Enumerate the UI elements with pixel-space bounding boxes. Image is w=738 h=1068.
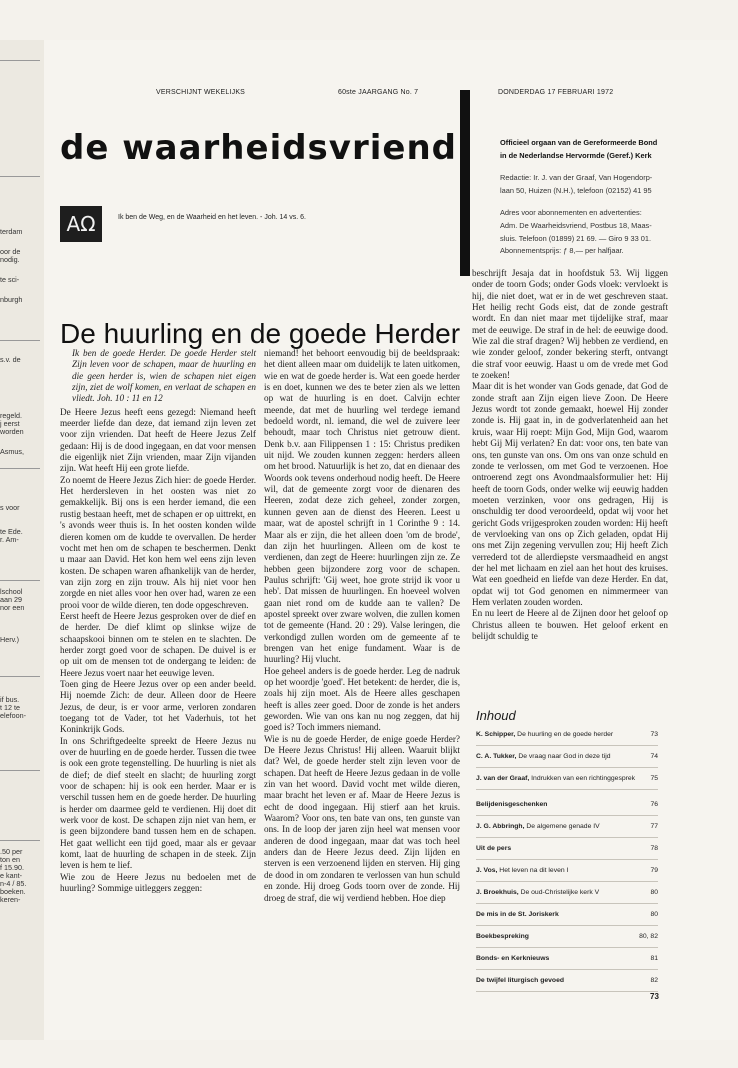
edge-text-fragment: lschool (0, 587, 23, 596)
frequency-label: VERSCHIJNT WEKELIJKS (156, 89, 246, 96)
edge-rule (0, 676, 40, 677)
toc-divider (476, 789, 658, 790)
edge-text-fragment: e kant- (0, 871, 22, 880)
edge-text-fragment: r. Am- (0, 535, 19, 544)
edge-rule (0, 580, 40, 581)
toc-entry (476, 753, 658, 761)
paragraph: Hoe geheel anders is de goede herder. Leg de nadruk op het woordje 'goed'. Het betekent: de herder, die is, zoals hij zijn moet. Als de Heere alles geschapen heeft is alles zeer goed. Door de zonde is het anders geworden. Wie van ons kan nu nog zeggen, dat hij goed is? Toch immers niemand. (264, 665, 460, 733)
toc-entry-page: 79 (650, 867, 658, 874)
toc-divider (476, 903, 658, 904)
edge-text-fragment: terdam (0, 227, 23, 236)
alpha-omega-logo: AΩ (60, 206, 102, 242)
publication-info (500, 137, 730, 258)
toc-entry-author: J. Vos, (476, 867, 498, 874)
edge-text-fragment: s.v. de (0, 355, 21, 364)
toc-heading: Inhoud (476, 708, 516, 723)
toc-divider (476, 837, 658, 838)
editor-line-1: Redactie: Ir. J. van der Graaf, Van Hogendorp- (500, 173, 653, 183)
toc-entry (476, 933, 658, 941)
edge-text-fragment: nburgh (0, 295, 23, 304)
edge-text-fragment: j eerst (0, 419, 20, 428)
edge-rule (0, 176, 40, 177)
toc-entry (476, 911, 658, 919)
edge-rule (0, 770, 40, 771)
toc-entry-page: 75 (650, 775, 658, 782)
edge-text-fragment: regeld. (0, 411, 22, 420)
paragraph: In ons Schriftgedeelte spreekt de Heere Jezus nu over de huurling en de goede herder. Tussen die twee is ook een grote tegenstelling. De huurling is niet als de dief; de dief steelt en slacht; de huurling zorgt voor de schapen: hij is ook een herder. Maar er is verschil tussen hem en de goede herder. De huurling is herder om daarmee geld te verdienen. Hij doet dit werk voor de kost. De schapen zijn niet van hem, er is geen bijzondere band tussen hem en de schapen. Het gaat wellicht een tijd goed, maar als er gevaar komt, laat de huurling de schapen in de steek. Zijn leven is hem te lief. (60, 735, 256, 871)
paragraph: En nu leert de Heere al de Zijnen door het geloof op Christus alleen te bouwen. Het geloof erkent en belijdt schuldig te (472, 608, 668, 641)
edge-text-fragment: te Ede. (0, 527, 23, 536)
edge-text-fragment: worden (0, 427, 24, 436)
article-column-3 (472, 268, 668, 642)
paragraph: Zo noemt de Heere Jezus Zich hier: de goede Herder. Het herdersleven in het oosten was niet zo gemakkelijk. Bij ons is een herder iemand, die een rustig bestaan heeft, met de schapen er op uittrekt, en 's avonds weer thuis is. In het oosten konden wilde dieren komen om de kudde te overvallen. De herder vocht met hen om de schapen te beschermen. Denkt u maar aan David. Het kon hem wel eens zijn leven kosten. De schapen waren afhankelijk van de herder, van zijn zorg en zijn trouw. Als hij niet voor hen zorgde en niet alles voor hen over had, waren ze een prooi voor de wilde dieren, ten dode opgeschreven. (60, 474, 256, 610)
toc-divider (476, 947, 658, 948)
toc-entry-page: 78 (650, 845, 658, 852)
edge-rule (0, 468, 40, 469)
toc-entry (476, 845, 658, 853)
paragraph: Eerst heeft de Heere Jezus gesproken over de dief en de herder. De dief klimt op slinkse wijze de schaapskooi binnen om te stelen en te slachten. De herder zorgt goed voor de schapen. De duivel is er op uit om de mensen tot de ondergang te leiden: de Heere Jezus voert naar het eeuwige leven. (60, 610, 256, 678)
paragraph: beschrijft Jesaja dat in hoofdstuk 53. Wij liggen onder de toorn Gods; onder Gods vloek: vervloekt is hij, die niet doet, wat er in de wet geschreven staat. Het heilig recht Gods eist, dat de zonde gestraft wordt. En dan niet maar met tijdelijke straf, maar met de eeuwige. De straf in de hel: de eeuwige dood. Wie zal die straf dragen? Wij hebben ze verdiend, en wie zonder geloof, zonder bekering sterft, ontvangt die straf voor eeuwig. Haast u om de vrede met God te zoeken! (472, 268, 668, 381)
edge-text-fragment: t 12 te (0, 703, 20, 712)
paragraph: Maar dit is het wonder van Gods genade, dat God de zonde straft aan Zijn eigen lieve Zoon. De Heere Jezus wordt tot zonde gemaakt, hoewel Hij zonder zonde is. Hij gaat in, in de godverlatenheid aan het kruis, waar Hij roept: Mijn God, Mijn God, waarom hebt Gij Mij verlaten? En dat: voor ons, ten bate van ons, ten gunste van ons. Om ons van onze schuld en zonde te verlossen, om met God te verzoenen. Hoe ontroerend zegt ons Avondmaalsformulier het: Hij heeft de toorn Gods, onder welke wij eeuwig hadden moeten verzinken, voor ons gedragen, Hij is onschuldig ter dood veroordeeld, opdat wij voor het gericht Gods vrijgesproken zouden worden: Hij heeft de vervloeking van ons op Zich geladen, opdat Hij ons met Zijn zegening vervullen zou; Hij heeft Zich verrederd tot de allerdiepste versmaadheid en angst der hel met lichaam en ziel aan het hout des kruises. Wat een goedheid en liefde van deze Herder. En dat, opdat wij tot God genomen en nimmermeer van Hem verlaten zouden worden. (472, 381, 668, 607)
toc-entry-page: 80 (650, 911, 658, 918)
scripture-quote: Ik ben de goede Herder. De goede Herder stelt Zijn leven voor de schapen, maar de huurling en die geen herder is, wien de schapen niet eigen zijn, ziet de wolf komen, en verlaat de schapen en vliedt. Joh. 10 : 11 en 12 (72, 348, 256, 404)
toc-entry-page: 77 (650, 823, 658, 830)
toc-entry-author: Belijdenisgeschenken (476, 801, 548, 808)
edge-text-fragment: elefoon- (0, 711, 26, 720)
toc-divider (476, 969, 658, 970)
subscription-price: Abonnementsprijs: ƒ 8,— per halfjaar. (500, 246, 624, 256)
edge-text-fragment: oor de (0, 247, 21, 256)
toc-entry-page: 76 (650, 801, 658, 808)
toc-divider (476, 745, 658, 746)
page-number: 73 (650, 992, 659, 1001)
toc-entry-author: J. G. Abbringh, (476, 823, 525, 830)
toc-entry-author: C. A. Tukker, (476, 753, 517, 760)
toc-entry-title: De huurling en de goede herder (517, 731, 614, 738)
paragraph: niemand! het behoort eenvoudig bij de beeldspraak: het dient alleen maar om duidelijk te laten uitkomen, wie en wat de goede herder is. Wat een goede herder is en doet, kunnen we des te beter zien als we letten op wat de huurling is en doet. Calvijn echter meende, dat met de huurling wel terdege iemand bedoeld wordt, nl. iemand, die wel de zuivere leer behoudt, maar toch Christus niet getrouw dient. Denk b.v. aan Filippensen 1 : 15: Christus prediken uit nijd. We zouden kunnen zeggen: herders alleen om het brood. Natuurlijk is het zo, dat en dienaar des Woords ook tevens onderhoud nodig heeft. De Heere wil, dat de gemeente zorgt voor de dienaren des Heeren, zodat deze zich geheel, zonder zorgen, kunnen geven aan de dienst des Heeren. Leest u maar, wat de apostel schrijft in 1 Corinthe 9 : 14. Maar als er zijn, die het alleen doen 'om de brode', dan zijn het huurlingen. Alleen om de kost te verdienen, dan zegt de Heere: huurlingen zijn ze. Ze hebben geen bijzondere zorg voor de schapen. Paulus schrijft: 'Gij weet, hoe grote strijd ik voor u heb'. Dat missen de huurlingen. En hoeveel wolven gaan niet rond om de kudde aan te vallen? De apostel spreekt over zware wolven, die zullen komen tot de gemeente (Hand. 20 : 29). Valse leringen, die verkondigd zullen worden om de gemeente af te brengen van het enige fundament. Waar is de huurling? Hij vlucht. (264, 348, 460, 665)
toc-divider (476, 925, 658, 926)
edge-text-fragment: s voor (0, 503, 20, 512)
table-of-contents (476, 708, 658, 991)
toc-divider (476, 815, 658, 816)
edge-text-fragment: aan 29 (0, 595, 22, 604)
edge-rule (0, 60, 40, 61)
edge-rule (0, 340, 40, 341)
paragraph: Wie zou de Heere Jezus nu bedoelen met de huurling? Sommige uitleggers zeggen: (60, 871, 256, 894)
header-divider (460, 90, 470, 276)
toc-entry-author: Uit de pers (476, 845, 512, 852)
editor-line-2: laan 50, Huizen (N.H.), telefoon (02152) 41 95 (500, 185, 652, 195)
toc-entry-title: De oud-Christelijke kerk V (520, 889, 600, 896)
edge-text-fragment: nor een (0, 603, 25, 612)
toc-entry (476, 823, 658, 831)
toc-entry-page: 80 (650, 889, 658, 896)
edge-text-fragment: keren- (0, 895, 21, 904)
edge-text-fragment: .50 per (0, 847, 23, 856)
toc-divider (476, 881, 658, 882)
toc-entry (476, 775, 658, 783)
toc-divider (476, 859, 658, 860)
article-column-2 (264, 348, 460, 904)
toc-entry-author: J. van der Graaf, (476, 775, 530, 782)
organ-line-1: Officieel orgaan van de Gereformeerde Bond (500, 138, 658, 147)
toc-entry-page: 80, 82 (639, 933, 658, 940)
edge-text-fragment: Asmus, (0, 447, 24, 456)
toc-entry-page: 73 (650, 731, 658, 738)
toc-entry-author: De twijfel liturgisch gevoed (476, 977, 564, 984)
edge-text-fragment: nodig. (0, 255, 20, 264)
edge-text-fragment: Herv.) (0, 635, 20, 644)
edge-text-fragment: f 15.90. (0, 863, 24, 872)
toc-entry (476, 801, 658, 809)
article-column-1 (60, 348, 256, 895)
toc-entry-author: Bonds- en Kerknieuws (476, 955, 550, 962)
toc-entry (476, 867, 658, 875)
paragraph: De Heere Jezus heeft eens gezegd: Niemand heeft meerder liefde dan deze, dat iemand zijn leven zet voor zijn vrienden. Dat heeft de Heere Jezus Zelf gedaan: Hij is de dood ingegaan, en dat voor mensen die eigenlijk niet Zijn vrienden, maar Zijn vijanden zijn. Wat heeft Hij een grote liefde. (60, 406, 256, 474)
toc-entry-page: 74 (650, 753, 658, 760)
toc-entry-title: Het leven na dit leven I (499, 867, 569, 874)
masthead: de waarheidsvriend (60, 128, 457, 168)
toc-entry (476, 955, 658, 963)
toc-divider (476, 767, 658, 768)
toc-entry-title: De vraag naar God in deze tijd (518, 753, 611, 760)
organ-line-2: in de Nederlandse Hervormde (Geref.) Kerk (500, 150, 652, 160)
newspaper-page (44, 40, 738, 1040)
edge-rule (0, 840, 40, 841)
toc-entry-author: Boekbespreking (476, 933, 529, 940)
toc-entry (476, 731, 658, 739)
volume-label: 60ste JAARGANG No. 7 (338, 89, 419, 96)
address-line-2: Adm. De Waarheidsvriend, Postbus 18, Maas- (500, 220, 652, 230)
toc-entry-author: J. Broekhuis, (476, 889, 519, 896)
issue-date: DONDERDAG 17 FEBRUARI 1972 (498, 89, 614, 96)
toc-entry-title: De algemene genade IV (526, 823, 600, 830)
motto: Ik ben de Weg, en de Waarheid en het leven. - Joh. 14 vs. 6. (118, 214, 306, 221)
article-title: De huurling en de goede Herder (60, 318, 461, 349)
address-line-1: Adres voor abonnementen en advertenties: (500, 208, 642, 218)
paragraph: Toen ging de Heere Jezus over op een ander beeld. Hij noemde Zich: de deur. Alleen door de Heere Jezus, de deur, is er voor arme, verloren zondaren toegang tot de Vader, tot het Vaderhuis, tot het Koninkrijk Gods. (60, 678, 256, 735)
toc-entry-page: 82 (650, 977, 658, 984)
toc-entry-title: Indrukken van een richtinggesprek (531, 775, 636, 782)
toc-entry (476, 889, 658, 897)
toc-entry-author: De mis in de St. Joriskerk (476, 911, 559, 918)
toc-divider (476, 991, 658, 992)
edge-text-fragment: n-4 / 85. (0, 879, 27, 888)
toc-entry-page: 81 (650, 955, 658, 962)
edge-text-fragment: if bus. (0, 695, 20, 704)
edge-text-fragment: te sci- (0, 275, 20, 284)
toc-list (476, 731, 658, 991)
edge-text-fragment: ton en (0, 855, 20, 864)
toc-entry (476, 977, 658, 985)
toc-entry-author: K. Schipper, (476, 731, 516, 738)
previous-page-edge (0, 40, 45, 1040)
address-line-3: sluis. Telefoon (01899) 21 69. — Giro 9 33 01. (500, 233, 652, 243)
edge-text-fragment: boeken. (0, 887, 26, 896)
paragraph: Wie is nu de goede Herder, de enige goede Herder? De Heere Jezus Christus! Hij alleen. Waaruit blijkt dat? Wel, de goede herder stelt zijn leven voor de schapen. Dat heeft de Heere Jezus gedaan in de volle zin van het woord. David vocht met wilde dieren, maar bracht het leven er af. Maar de Heere Jezus is echt de dood ingegaan. Hij stierf aan het kruis. Waarom? Voor ons, ten bate van ons, ten gunste van ons. In de loop der jaren zijn heel wat mensen voor anderen de dood ingegaan, maar dat was toch heel anders dan de Heere Jezus deed. Zijn lijden en sterven is een verzoenend lijden en sterven. Hij ging de dood in om zondaren te verlossen van hun schuld en zonde. Hij droeg Gods toorn over de zonde. Hij droeg de straf, die wij verdiend hebben. Hoe diep (264, 733, 460, 903)
